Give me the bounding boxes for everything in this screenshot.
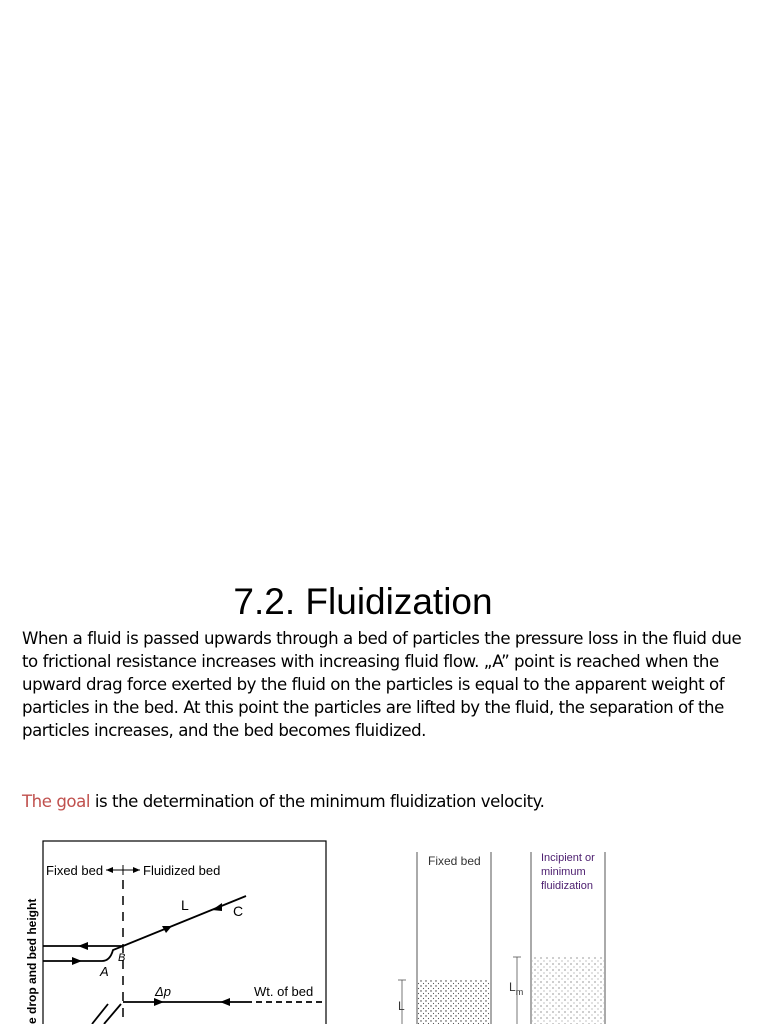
label-Lm-main: L [509, 980, 516, 994]
axis-label-pressure-drop: e drop and bed height [25, 898, 39, 1024]
label-fixed-L: L [398, 999, 405, 1013]
label-delta-p: Δp [155, 984, 171, 999]
incipient-bed-particles [532, 957, 604, 1024]
arrow-head-left [106, 867, 113, 873]
label-incipient-line-2: minimum [541, 866, 586, 878]
label-fluidized-bed: Fluidized bed [143, 863, 221, 878]
goal-sentence [22, 790, 744, 813]
goal-text: is the determination of the minimum fluidization velocity. [90, 792, 545, 811]
label-weight-of-bed: Wt. of bed [254, 984, 314, 999]
arrow-bed-height-down [212, 903, 222, 911]
fixed-bed-particles [418, 980, 490, 1024]
slide-title: 7.2. Fluidization [233, 581, 493, 622]
label-L: L [181, 897, 189, 913]
arrow-dp-right [154, 998, 164, 1006]
arrow-dp-left [220, 998, 230, 1006]
label-incipient-line-1: Incipient or [541, 852, 595, 864]
arrow-bed-height-left [78, 942, 88, 950]
fluidization-figures [0, 830, 768, 1024]
pressure-drop-diagram [25, 841, 326, 1024]
arrow-head-right [133, 867, 140, 873]
label-incipient [541, 852, 598, 892]
label-A: A [100, 964, 109, 979]
label-fixed-column: Fixed bed [428, 854, 481, 868]
arrow-pressure-right [72, 957, 82, 965]
label-Lm [509, 980, 523, 997]
label-B: B [118, 952, 126, 964]
label-Lm-sub: m [515, 987, 524, 997]
bed-columns-diagram [398, 852, 605, 1024]
goal-highlight: The goal [22, 792, 91, 811]
label-C: C [233, 903, 244, 919]
body-paragraph: When a fluid is passed upwards through a bed of particles the pressure loss in the fluid due to frictional resistance increases with increasing fluid flow. „A” point is reached when the upward drag force exerted by the fluid on the particles is equal to the apparent weight of particles in the bed. At this point the particles are lifted by the fluid, the separation of the particles increases, and the bed becomes fluidized. [22, 629, 742, 740]
label-fixed-bed: Fixed bed [46, 863, 104, 878]
label-incipient-line-3: fluidization [541, 880, 593, 892]
